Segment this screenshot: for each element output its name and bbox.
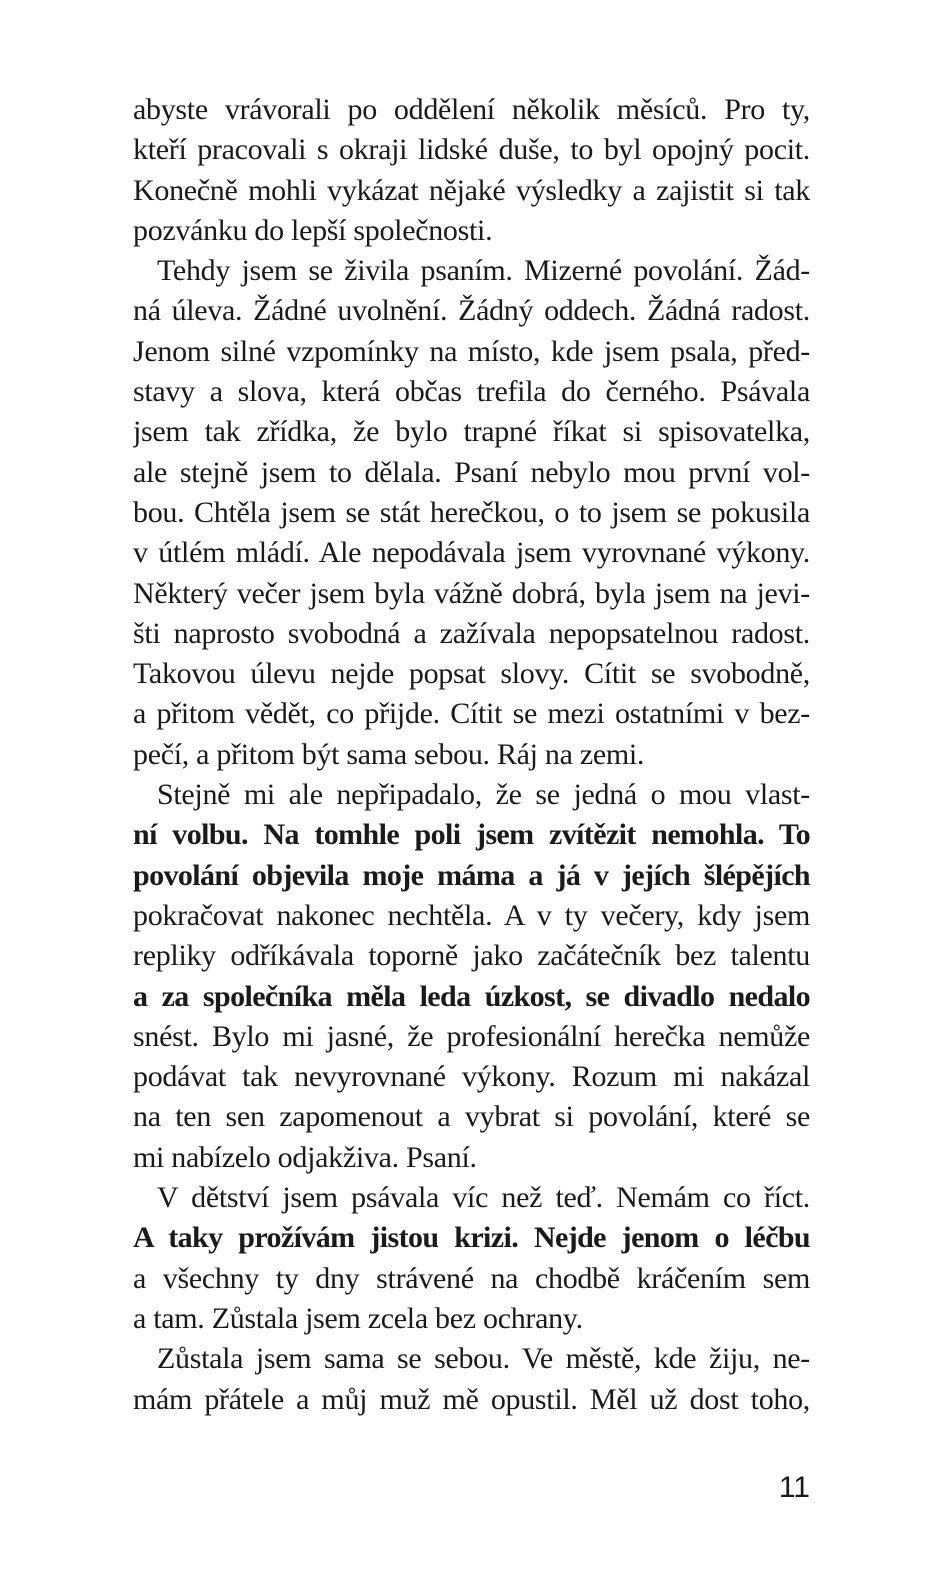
text-line: šti naprosto svobodná a zažívala nepopsatelnou radost. [133,616,810,650]
text-line: Zůstala jsem sama se sebou. Ve městě, kde žiju, ne- [157,1342,810,1376]
text-line: mám přátele a můj muž mě opustil. Měl už dost toho, [133,1382,810,1416]
text-line: pozvánku do lepší společnosti. [133,213,493,247]
text-line: pečí, a přitom být sama sebou. Ráj na zemi. [133,737,645,771]
text-line: abyste vrávorali po oddělení několik měsíců. Pro ty, [133,93,810,126]
text-line: jsem tak zřídka, že bylo trapné říkat si spisovatelka, [133,415,810,449]
text-line: na ten sen zapomenout a vybrat si povolání, které se [133,1100,810,1134]
text-line: ná úleva. Žádné uvolnění. Žádný oddech. Žádná radost. [133,294,810,328]
text-line: v útlém mládí. Ale nepodávala jsem vyrovnané výkony. [133,536,810,570]
text-line: a všechny ty dny strávené na chodbě kráčením sem [133,1261,810,1295]
text-line: Stejně mi ale nepřipadalo, že se jedná o mou vlast- [157,778,810,812]
text-line: Konečně mohli vykázat nějaké výsledky a zajistit si tak [133,173,810,207]
text-line: snést. Bylo mi jasné, že profesionální herečka nemůže [133,1019,810,1053]
text-line: povolání objevila moje máma a já v jejích šlépějích [133,858,810,892]
page-number: 11 [778,1471,810,1504]
page-text [133,90,810,1420]
text-line: ale stejně jsem to dělala. Psaní nebylo mou první vol- [133,455,810,489]
text-line: Tehdy jsem se živila psaním. Mizerné povolání. Žád- [157,254,810,288]
text-line: V dětství jsem psávala víc než teď. Nemám co říct. [157,1181,810,1215]
text-line: Takovou úlevu nejde popsat slovy. Cítit se svobodně, [133,657,810,691]
text-line: stavy a slova, která občas trefila do černého. Psávala [133,375,810,409]
text-line: Některý večer jsem byla vážně dobrá, byla jsem na jevi- [133,576,810,610]
text-line: a tam. Zůstala jsem zcela bez ochrany. [133,1301,583,1335]
text-line: a přitom vědět, co přijde. Cítit se mezi ostatními v bez- [133,697,810,731]
text-line: podávat tak nevyrovnané výkony. Rozum mi nakázal [133,1060,810,1094]
text-line: a za společníka měla leda úzkost, se divadlo nedalo [133,979,810,1013]
text-line: bou. Chtěla jsem se stát herečkou, o to jsem se pokusila [133,495,810,529]
text-line: Jenom silné vzpomínky na místo, kde jsem psala, před- [133,334,810,368]
text-line: ní volbu. Na tomhle poli jsem zvítězit nemohla. To [133,818,810,852]
text-line: kteří pracovali s okraji lidské duše, to byl opojný pocit. [133,133,810,167]
text-line: mi nabízelo odjakživa. Psaní. [133,1140,477,1174]
text-line: repliky odříkávala toporně jako začátečník bez talentu [133,939,810,973]
text-line: pokračovat nakonec nechtěla. A v ty večery, kdy jsem [133,898,810,932]
text-line: A taky prožívám jistou krizi. Nejde jenom o léčbu [133,1221,810,1255]
